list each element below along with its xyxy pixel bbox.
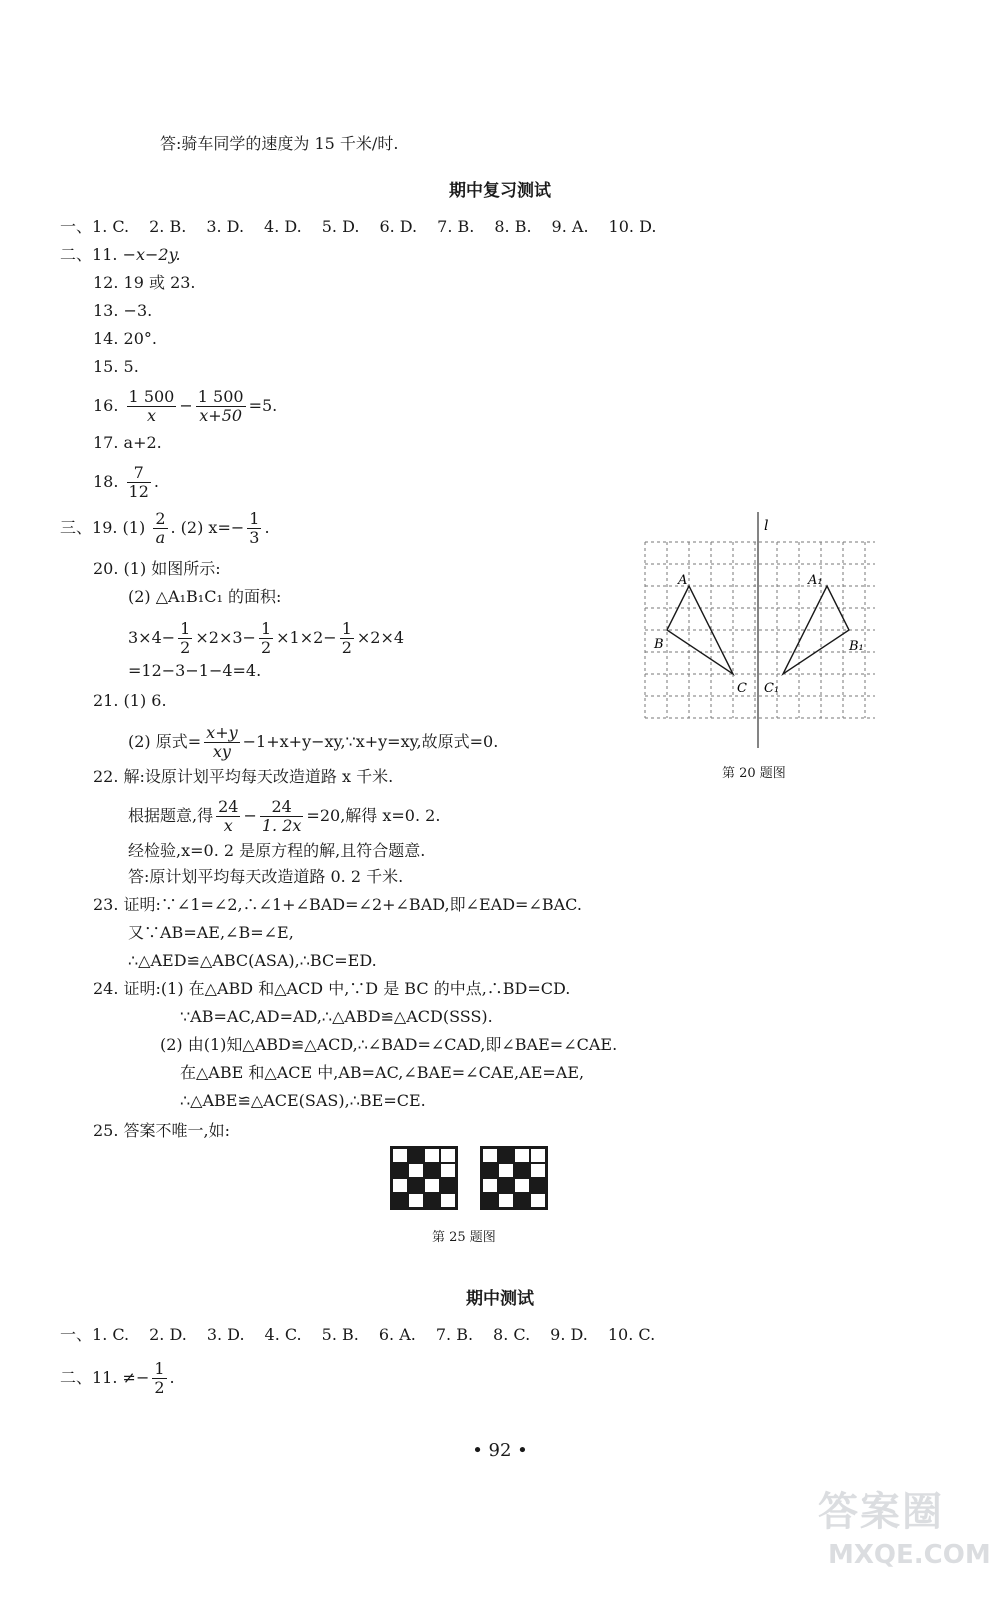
mc-answer: 2. B. <box>149 217 187 236</box>
vertex-b: B <box>654 637 664 652</box>
numerator: 2 <box>155 509 166 528</box>
numerator: 1 <box>260 619 272 638</box>
pattern-cell-white <box>514 1148 530 1163</box>
expr-part: ×2×4 <box>356 628 405 647</box>
pattern-cell-black <box>482 1163 498 1178</box>
answer-20-3 <box>128 620 404 657</box>
answer-22-2 <box>128 798 440 835</box>
denominator: a <box>155 528 166 547</box>
mc-answer: 9. D. <box>550 1325 588 1344</box>
pattern-cell-black <box>392 1193 408 1208</box>
mc-answer: 8. C. <box>493 1325 531 1344</box>
question-number: 16. <box>93 396 119 415</box>
pattern-cell-white <box>392 1178 408 1193</box>
pattern-cell-white <box>408 1193 424 1208</box>
pattern-cell-black <box>514 1163 530 1178</box>
question-number: 18. <box>93 472 119 491</box>
grid-lines <box>645 542 875 718</box>
answer-17: 17. a+2. <box>93 433 162 452</box>
pattern-cell-black <box>424 1193 440 1208</box>
denominator: 2 <box>260 638 272 657</box>
expr-part: 二、11. ≠− <box>60 1368 150 1387</box>
answer-22-1: 22. 解:设原计划平均每天改造道路 x 千米. <box>93 767 394 786</box>
pattern-cell-white <box>530 1163 546 1178</box>
answer-11 <box>60 244 181 266</box>
fraction <box>153 510 167 547</box>
figure-20-caption: 第 20 题图 <box>722 766 786 781</box>
equation-tail: . <box>169 1368 175 1387</box>
mc-answer: 1. C. <box>92 217 130 236</box>
mc-answer: 6. D. <box>379 217 418 236</box>
answer-24-5: ∴△ABE≌△ACE(SAS),∴BE=CE. <box>180 1091 426 1110</box>
pattern-cell-white <box>424 1178 440 1193</box>
figure-25-pattern-1 <box>390 1146 458 1210</box>
numerator: 1 <box>249 509 260 528</box>
pattern-cell-white <box>530 1193 546 1208</box>
denominator: 2 <box>341 638 352 657</box>
denominator: x <box>146 406 156 425</box>
fraction <box>216 798 240 835</box>
answer-15: 15. 5. <box>93 357 139 376</box>
mc-answer: 8. B. <box>494 217 532 236</box>
pattern-cell-black <box>440 1178 456 1193</box>
axis-label-l: l <box>764 518 769 534</box>
fraction <box>340 620 354 657</box>
pattern-cell-black <box>408 1148 424 1163</box>
answer-12: 12. 19 或 23. <box>93 273 196 292</box>
figure-25-pattern-2 <box>480 1146 548 1210</box>
figure-25-caption: 第 25 题图 <box>432 1230 496 1245</box>
pattern-cell-white <box>482 1178 498 1193</box>
pattern-cell-white <box>498 1193 514 1208</box>
denominator: 2 <box>180 638 191 657</box>
page-number: • 92 • <box>472 1440 528 1461</box>
mc-answer: 4. D. <box>264 217 302 236</box>
mc-answer: 2. D. <box>149 1325 187 1344</box>
fraction <box>259 620 273 657</box>
denominator: 1. 2x <box>261 816 302 835</box>
question-number: 19. (1) <box>92 518 146 537</box>
operator: − <box>243 806 257 825</box>
pattern-cell-white <box>440 1148 456 1163</box>
mc-answer: 9. A. <box>551 217 589 236</box>
pattern-cell-black <box>408 1178 424 1193</box>
section-title-midterm-review: 期中复习测试 <box>449 181 551 201</box>
expr-part: (2) 原式= <box>128 732 202 751</box>
mc-answer: 7. B. <box>437 217 475 236</box>
question-number: 11. <box>92 245 118 264</box>
pattern-cell-white <box>440 1193 456 1208</box>
operator: − <box>179 396 193 415</box>
pattern-cell-white <box>514 1178 530 1193</box>
pattern-cell-white <box>440 1163 456 1178</box>
pattern-cell-black <box>424 1163 440 1178</box>
pattern-cell-white <box>424 1148 440 1163</box>
answer-2-11 <box>60 1360 175 1397</box>
mc-prefix: 一、 <box>60 217 93 236</box>
answer-24-2: ∵AB=AC,AD=AD,∴△ABD≌△ACD(SSS). <box>180 1007 493 1026</box>
equation-middle: . (2) x=− <box>170 518 245 537</box>
mc-answers-2 <box>60 1324 675 1346</box>
fraction <box>127 388 177 425</box>
pattern-cell-white <box>408 1163 424 1178</box>
pattern-cell-black <box>514 1193 530 1208</box>
pattern-cell-black <box>530 1178 546 1193</box>
mc-answers-1 <box>60 216 676 238</box>
vertex-c1: C₁ <box>764 681 780 696</box>
answer-14: 14. 20°. <box>93 329 157 348</box>
mc-answer: 1. C. <box>92 1325 130 1344</box>
numerator: 1 500 <box>197 387 244 406</box>
denominator: xy <box>212 742 231 761</box>
denominator: x <box>223 816 233 835</box>
pattern-cell-white <box>482 1148 498 1163</box>
fraction <box>260 798 304 835</box>
answer-21-1: 21. (1) 6. <box>93 691 167 710</box>
denominator: 2 <box>154 1378 165 1397</box>
pattern-cell-black <box>498 1148 514 1163</box>
answer-text: −x−2y. <box>122 245 181 264</box>
answer-21-2 <box>128 724 498 761</box>
equation-tail: =5. <box>248 396 278 415</box>
expr-part: 3×4− <box>128 628 176 647</box>
answer-24-4: 在△ABE 和△ACE 中,AB=AC,∠BAE=∠CAE,AE=AE, <box>180 1063 585 1082</box>
mc-answer: 5. D. <box>321 217 360 236</box>
answer-22-4: 答:原计划平均每天改造道路 0. 2 千米. <box>128 867 404 886</box>
equation-tail: . <box>264 518 270 537</box>
answer-22-3: 经检验,x=0. 2 是原方程的解,且符合题意. <box>128 841 426 860</box>
fill-prefix: 二、 <box>60 245 93 264</box>
denominator: x+50 <box>199 406 243 425</box>
answer-20-1: 20. (1) 如图所示: <box>93 559 221 578</box>
fraction <box>247 510 261 547</box>
mc-answer: 3. D. <box>206 217 245 236</box>
expr-part: ×1×2− <box>276 628 337 647</box>
denominator: 12 <box>128 482 149 501</box>
equation-tail: . <box>153 472 159 491</box>
expr-part: =20,解得 x=0. 2. <box>306 806 441 825</box>
numerator: 1 <box>341 619 352 638</box>
pattern-cell-black <box>482 1193 498 1208</box>
numerator: 7 <box>127 464 151 483</box>
answer-20-4: =12−3−1−4=4. <box>128 661 262 680</box>
vertex-a: A <box>678 573 688 588</box>
mc-answer: 10. C. <box>607 1325 656 1344</box>
answer-23-1: 23. 证明:∵∠1=∠2,∴∠1+∠BAD=∠2+∠BAD,即∠EAD=∠BAC. <box>93 895 582 914</box>
answer-16 <box>93 388 277 425</box>
intro-answer: 答:骑车同学的速度为 15 千米/时. <box>160 134 399 153</box>
fraction <box>204 724 239 761</box>
expr-part: −1+x+y−xy,∵x+y=xy,故原式=0. <box>242 732 499 751</box>
denominator: 3 <box>249 528 260 547</box>
answer-20-2: (2) △A₁B₁C₁ 的面积: <box>128 587 282 606</box>
vertex-b1: B₁ <box>849 639 864 654</box>
expr-part: 根据题意,得 <box>128 806 214 825</box>
section-title-midterm: 期中测试 <box>466 1289 534 1309</box>
answer-19 <box>60 510 270 547</box>
watermark-line-1: 答案圈 <box>818 1489 944 1535</box>
expr-part: ×2×3− <box>195 628 256 647</box>
answer-18 <box>93 464 159 501</box>
numerator: 1 <box>154 1359 165 1378</box>
numerator: 24 <box>260 798 304 817</box>
pattern-cell-black <box>392 1163 408 1178</box>
numerator: x+y <box>206 723 238 742</box>
mc-answer: 10. D. <box>608 217 657 236</box>
numerator: 24 <box>218 797 239 816</box>
pattern-cell-white <box>392 1148 408 1163</box>
pattern-cell-white <box>530 1148 546 1163</box>
mc-answer: 4. C. <box>264 1325 302 1344</box>
fraction <box>127 464 151 501</box>
pattern-cell-black <box>498 1178 514 1193</box>
answer-23-2: 又∵AB=AE,∠B=∠E, <box>128 923 294 942</box>
mc-answer: 5. B. <box>321 1325 359 1344</box>
mc-answer: 3. D. <box>206 1325 245 1344</box>
fraction <box>196 388 246 425</box>
watermark-line-2: MXQE.COM <box>828 1540 991 1570</box>
figure-20-grid <box>640 512 880 752</box>
mc-answer: 7. B. <box>435 1325 474 1344</box>
numerator: 1 500 <box>128 387 175 406</box>
answer-23-3: ∴△AED≌△ABC(ASA),∴BC=ED. <box>128 951 377 970</box>
answer-25: 25. 答案不唯一,如: <box>93 1121 231 1140</box>
answer-13: 13. −3. <box>93 301 153 320</box>
answer-24-1: 24. 证明:(1) 在△ABD 和△ACD 中,∵D 是 BC 的中点,∴BD=CD. <box>93 979 571 998</box>
watermark-logo <box>810 1480 991 1590</box>
mc-prefix: 一、 <box>60 1325 93 1344</box>
mc-answer: 6. A. <box>378 1325 416 1344</box>
answer-24-3: (2) 由(1)知△ABD≌△ACD,∴∠BAD=∠CAD,即∠BAE=∠CAE. <box>160 1035 618 1054</box>
vertex-c: C <box>737 681 747 696</box>
numerator: 1 <box>180 619 191 638</box>
pattern-cell-white <box>498 1163 514 1178</box>
vertex-a1: A₁ <box>808 573 823 588</box>
solve-prefix: 三、 <box>60 518 93 537</box>
fraction <box>152 1360 166 1397</box>
fraction <box>178 620 192 657</box>
